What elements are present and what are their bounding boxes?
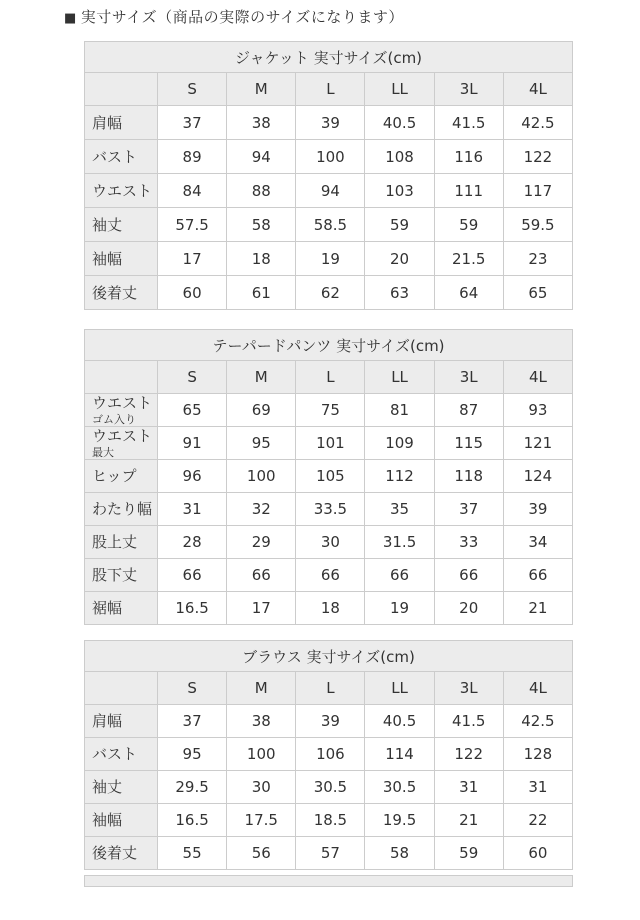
table-title-jacket: ジャケット 実寸サイズ(cm) xyxy=(85,42,573,73)
size-value: 128 xyxy=(503,738,572,771)
size-column-header: M xyxy=(227,73,296,106)
size-value: 39 xyxy=(296,705,365,738)
size-value: 33 xyxy=(434,526,503,559)
size-column-header: 3L xyxy=(434,73,503,106)
row-label: ウエスト xyxy=(85,174,158,208)
size-column-header: L xyxy=(296,361,365,394)
size-value: 59 xyxy=(434,837,503,870)
size-value: 56 xyxy=(227,837,296,870)
size-value: 19.5 xyxy=(365,804,434,837)
size-value: 37 xyxy=(434,493,503,526)
size-value: 64 xyxy=(434,276,503,310)
size-column-header: 4L xyxy=(503,73,572,106)
size-value: 84 xyxy=(158,174,227,208)
size-value: 39 xyxy=(503,493,572,526)
table-row xyxy=(85,804,573,837)
table-row xyxy=(85,242,573,276)
size-value: 117 xyxy=(503,174,572,208)
table-row xyxy=(85,208,573,242)
size-value: 33.5 xyxy=(296,493,365,526)
size-value: 20 xyxy=(434,592,503,625)
size-value: 37 xyxy=(158,106,227,140)
size-value: 38 xyxy=(227,106,296,140)
size-value: 122 xyxy=(503,140,572,174)
size-value: 31 xyxy=(503,771,572,804)
size-value: 66 xyxy=(158,559,227,592)
size-column-header: S xyxy=(158,672,227,705)
table-row xyxy=(85,276,573,310)
row-label: 袖幅 xyxy=(85,242,158,276)
size-value: 41.5 xyxy=(434,106,503,140)
row-sublabel: ゴム入り xyxy=(92,413,136,426)
size-value: 66 xyxy=(227,559,296,592)
size-value: 89 xyxy=(158,140,227,174)
size-value: 88 xyxy=(227,174,296,208)
size-value: 21 xyxy=(434,804,503,837)
size-column-header: 3L xyxy=(434,361,503,394)
row-label: 袖丈 xyxy=(85,771,158,804)
row-label: 肩幅 xyxy=(85,705,158,738)
size-value: 58 xyxy=(227,208,296,242)
size-column-header: L xyxy=(296,672,365,705)
size-value: 122 xyxy=(434,738,503,771)
size-value: 17 xyxy=(158,242,227,276)
size-value: 42.5 xyxy=(503,106,572,140)
size-value: 65 xyxy=(158,394,227,427)
size-value: 31 xyxy=(434,771,503,804)
row-label: 股下丈 xyxy=(85,559,158,592)
table-row xyxy=(85,837,573,870)
tables-area xyxy=(84,41,573,870)
size-value: 116 xyxy=(434,140,503,174)
table-row xyxy=(85,394,573,427)
table-row xyxy=(85,427,573,460)
size-value: 87 xyxy=(434,394,503,427)
size-value: 59.5 xyxy=(503,208,572,242)
row-label: 肩幅 xyxy=(85,106,158,140)
table-row xyxy=(85,174,573,208)
size-table-tapered-pants xyxy=(84,329,573,625)
size-value: 30 xyxy=(227,771,296,804)
table-title-blouse: ブラウス 実寸サイズ(cm) xyxy=(85,641,573,672)
size-table-blouse xyxy=(84,640,573,870)
size-column-header: LL xyxy=(365,672,434,705)
size-value: 109 xyxy=(365,427,434,460)
row-label: 後着丈 xyxy=(85,276,158,310)
size-value: 69 xyxy=(227,394,296,427)
table-row xyxy=(85,705,573,738)
size-value: 60 xyxy=(158,276,227,310)
size-value: 60 xyxy=(503,837,572,870)
table-row xyxy=(85,493,573,526)
size-value: 22 xyxy=(503,804,572,837)
table-row xyxy=(85,106,573,140)
size-value: 38 xyxy=(227,705,296,738)
size-value: 21.5 xyxy=(434,242,503,276)
size-value: 55 xyxy=(158,837,227,870)
size-column-header: LL xyxy=(365,361,434,394)
size-column-header: M xyxy=(227,672,296,705)
size-value: 58.5 xyxy=(296,208,365,242)
row-label: 袖丈 xyxy=(85,208,158,242)
size-value: 30.5 xyxy=(296,771,365,804)
page-heading xyxy=(0,0,640,27)
size-value: 18 xyxy=(296,592,365,625)
size-value: 62 xyxy=(296,276,365,310)
table-row xyxy=(85,771,573,804)
size-value: 66 xyxy=(503,559,572,592)
size-value: 21 xyxy=(503,592,572,625)
size-value: 35 xyxy=(365,493,434,526)
size-value: 65 xyxy=(503,276,572,310)
corner-cell xyxy=(85,672,158,705)
size-value: 95 xyxy=(227,427,296,460)
size-column-header: LL xyxy=(365,73,434,106)
heading-text: 実寸サイズ（商品の実際のサイズになります） xyxy=(80,8,404,26)
size-value: 94 xyxy=(296,174,365,208)
size-value: 20 xyxy=(365,242,434,276)
size-value: 114 xyxy=(365,738,434,771)
size-value: 81 xyxy=(365,394,434,427)
table-title-tapered-pants: テーパードパンツ 実寸サイズ(cm) xyxy=(85,330,573,361)
size-value: 105 xyxy=(296,460,365,493)
size-value: 17 xyxy=(227,592,296,625)
size-value: 106 xyxy=(296,738,365,771)
size-value: 18 xyxy=(227,242,296,276)
size-value: 19 xyxy=(296,242,365,276)
size-value: 63 xyxy=(365,276,434,310)
size-value: 19 xyxy=(365,592,434,625)
size-value: 57 xyxy=(296,837,365,870)
size-column-header: S xyxy=(158,73,227,106)
size-value: 95 xyxy=(158,738,227,771)
row-label: わたり幅 xyxy=(85,493,158,526)
heading-bullet-icon: ■ xyxy=(64,11,77,26)
row-label: 後着丈 xyxy=(85,837,158,870)
size-value: 40.5 xyxy=(365,106,434,140)
size-value: 75 xyxy=(296,394,365,427)
row-label: 股上丈 xyxy=(85,526,158,559)
table-row xyxy=(85,592,573,625)
size-table-jacket xyxy=(84,41,573,310)
size-value: 39 xyxy=(296,106,365,140)
size-value: 34 xyxy=(503,526,572,559)
size-value: 58 xyxy=(365,837,434,870)
size-value: 31 xyxy=(158,493,227,526)
size-value: 37 xyxy=(158,705,227,738)
size-value: 115 xyxy=(434,427,503,460)
size-value: 118 xyxy=(434,460,503,493)
size-column-header: M xyxy=(227,361,296,394)
size-value: 31.5 xyxy=(365,526,434,559)
size-value: 59 xyxy=(434,208,503,242)
size-value: 94 xyxy=(227,140,296,174)
size-column-header: 3L xyxy=(434,672,503,705)
size-value: 29.5 xyxy=(158,771,227,804)
size-value: 111 xyxy=(434,174,503,208)
size-column-header: S xyxy=(158,361,227,394)
size-value: 112 xyxy=(365,460,434,493)
size-value: 66 xyxy=(296,559,365,592)
size-value: 57.5 xyxy=(158,208,227,242)
table-row xyxy=(85,559,573,592)
row-label: ヒップ xyxy=(85,460,158,493)
size-value: 30.5 xyxy=(365,771,434,804)
row-label: ウエスト ゴム入り xyxy=(85,394,158,427)
size-value: 16.5 xyxy=(158,804,227,837)
size-value: 101 xyxy=(296,427,365,460)
size-value: 103 xyxy=(365,174,434,208)
table-row xyxy=(85,140,573,174)
row-sublabel: 最大 xyxy=(92,446,114,460)
size-value: 28 xyxy=(158,526,227,559)
size-value: 100 xyxy=(227,738,296,771)
size-value: 17.5 xyxy=(227,804,296,837)
size-value: 18.5 xyxy=(296,804,365,837)
size-value: 61 xyxy=(227,276,296,310)
corner-cell xyxy=(85,361,158,394)
corner-cell xyxy=(85,73,158,106)
size-value: 40.5 xyxy=(365,705,434,738)
size-column-header: 4L xyxy=(503,361,572,394)
size-value: 93 xyxy=(503,394,572,427)
size-value: 91 xyxy=(158,427,227,460)
size-value: 29 xyxy=(227,526,296,559)
table-row xyxy=(85,460,573,493)
row-label: 裾幅 xyxy=(85,592,158,625)
size-value: 59 xyxy=(365,208,434,242)
size-value: 108 xyxy=(365,140,434,174)
size-value: 30 xyxy=(296,526,365,559)
size-value: 23 xyxy=(503,242,572,276)
row-label: バスト xyxy=(85,738,158,771)
next-table-cutoff-bar xyxy=(84,875,573,887)
table-row xyxy=(85,526,573,559)
size-column-header: 4L xyxy=(503,672,572,705)
size-value: 32 xyxy=(227,493,296,526)
table-row xyxy=(85,738,573,771)
size-value: 66 xyxy=(365,559,434,592)
size-value: 100 xyxy=(227,460,296,493)
row-label: 袖幅 xyxy=(85,804,158,837)
size-value: 124 xyxy=(503,460,572,493)
size-column-header: L xyxy=(296,73,365,106)
size-value: 41.5 xyxy=(434,705,503,738)
row-label: バスト xyxy=(85,140,158,174)
size-value: 100 xyxy=(296,140,365,174)
size-value: 66 xyxy=(434,559,503,592)
row-label: ウエスト 最大 xyxy=(85,427,158,460)
size-value: 16.5 xyxy=(158,592,227,625)
size-value: 96 xyxy=(158,460,227,493)
size-value: 42.5 xyxy=(503,705,572,738)
size-value: 121 xyxy=(503,427,572,460)
